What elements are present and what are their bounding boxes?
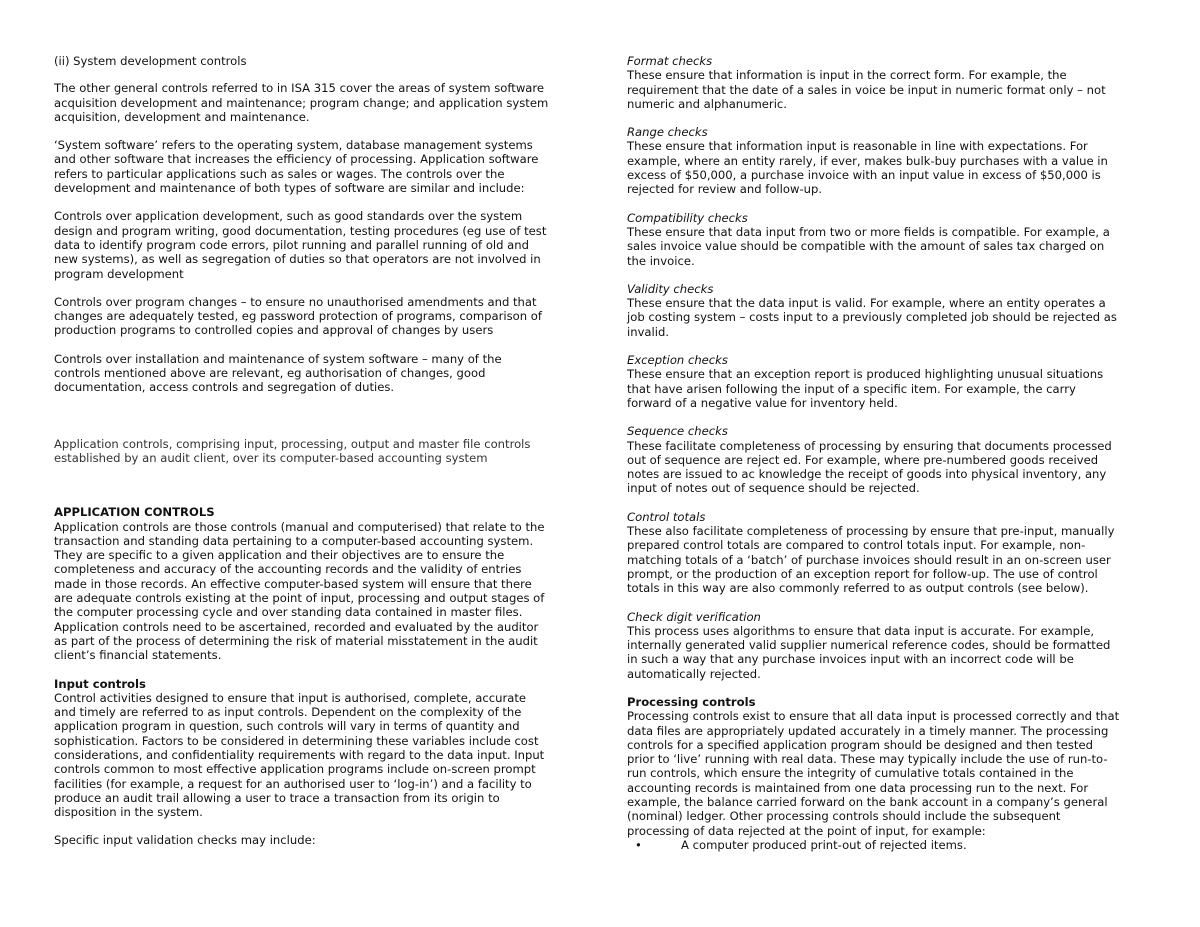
left-column <box>54 54 574 848</box>
range-checks-title: Range checks <box>627 125 708 140</box>
control-totals-title: Control totals <box>627 509 706 524</box>
processing-controls-body: Processing controls exist to ensure that all data input is processed correctly and that data files are appropriately updated accurately in a timely manner. The processing controls for a specified application program should be designed and then tested prior to ‘live’ running with real data. These may typically include the use of run-to- run controls, which ensure the integrity of cumulative totals contained in the accounting records is maintained from one data processing run to the next. For example, the balance carried forward on the bank account in a company’s general (nominal) ledger. Other processing controls should include the subsequent processing of data rejected at the point of input, for example: <box>627 709 1120 838</box>
processing-controls-heading: Processing controls <box>627 694 756 709</box>
exception-checks-title: Exception checks <box>627 353 728 368</box>
paragraph-system-software: ‘System software’ refers to the operating system, database management systems and other software that increases the efficiency of processing. Application software refers to particular applications such as sales or wages. The controls over the development and maintenance of both types of software are similar and include: <box>54 138 539 196</box>
paragraph-application-controls-intro: Application controls, comprising input, processing, output and master file controls established by an audit client, over its computer-based accounting system <box>54 436 531 465</box>
check-digit-title: Check digit verification <box>627 609 761 624</box>
sequence-checks-body: These facilitate completeness of processing by ensuring that documents processed out of sequence are reject ed. For example, where pre-numbered goods received notes are issued to ac knowledge the receipt of goods into physical inventory, any input of notes out of sequence should be rejected. <box>627 438 1112 496</box>
paragraph-isa-315: The other general controls referred to in ISA 315 cover the areas of system software acquisition development and maintenance; program change; and application system acquisition, development and maintenance. <box>54 81 549 124</box>
format-checks-body: These ensure that information is input in the correct form. For example, the requirement that the date of a sales in voice be input in numeric format only – not numeric and alphanumeric. <box>627 68 1106 111</box>
right-column <box>627 54 1149 852</box>
sequence-checks-title: Sequence checks <box>627 424 728 439</box>
validity-checks-title: Validity checks <box>627 281 714 296</box>
bullet-list-item <box>627 838 1149 852</box>
application-controls-body: Application controls are those controls (manual and computerised) that relate to the transaction and standing data pertaining to a computer-based accounting system. They are specific to a given application and their objectives are to ensure the completeness and accuracy of the accounting records and the validity of entries made in those records. An effective computer-based system will ensure that there are adequate controls existing at the point of input, processing and output stages of the computer processing cycle and over standing data contained in master files. Application controls need to be ascertained, recorded and evaluated by the auditor as part of the process of determining the risk of material misstatement in the audit client’s financial statements. <box>54 519 545 663</box>
paragraph-installation-maintenance: Controls over installation and maintenance of system software – many of the controls mentioned above are relevant, eg authorisation of changes, good documentation, access controls and segregation of duties. <box>54 351 502 395</box>
input-controls-heading: Input controls <box>54 676 146 691</box>
control-totals-body: These also facilitate completeness of processing by ensure that pre-input, manually prepared control totals are compared to control totals input. For example, non- matching totals of a ‘batch’ of purchase invoices should result in an on-screen user prompt, or the production of an exception report for follow-up. The use of control totals in this way are also commonly referred to as output controls (see below). <box>627 524 1115 596</box>
paragraph-application-development: Controls over application development, such as good standards over the system design and program writing, good documentation, testing procedures (eg use of test data to identify program code errors, pilot running and parallel running of old and new systems), as well as segregation of duties so that operators are not involved in program development <box>54 209 547 281</box>
compatibility-checks-title: Compatibility checks <box>627 210 748 225</box>
format-checks-title: Format checks <box>627 54 713 68</box>
check-digit-body: This process uses algorithms to ensure that data input is accurate. For example, internally generated valid supplier numerical reference codes, should be formatted in such a way that any purchase invoices input with an incorrect code will be automatically rejected. <box>627 623 1111 681</box>
range-checks-body: These ensure that information input is reasonable in line with expectations. For example, where an entity rarely, if ever, makes bulk-buy purchases with a value in excess of $50,000, a purchase invoice with an input value in excess of $50,000 is rejected for review and follow-up. <box>627 139 1108 197</box>
specific-checks-intro: Specific input validation checks may include: <box>54 833 316 848</box>
input-controls-body: Control activities designed to ensure that input is authorised, complete, accurate and timely are referred to as input controls. Dependent on the complexity of the application program in question, such controls will vary in terms of quantity and sophistication. Factors to be considered in determining these variables include cost considerations, and confidentiality requirements with regard to the data input. Input controls common to most effective application programs include on-screen prompt facilities (for example, a request for an authorised user to ‘log-in’) and a facility to produce an audit trail allowing a user to trace a transaction from its origin to disposition in the system. <box>54 690 545 820</box>
section-title: (ii) System development controls <box>54 54 247 68</box>
bullet-item-text: A computer produced print-out of rejected items. <box>681 837 967 852</box>
paragraph-program-changes: Controls over program changes – to ensure no unauthorised amendments and that changes are adequately tested, eg password protection of programs, comparison of production programs to controlled copies and approval of changes by users <box>54 294 542 338</box>
validity-checks-body: These ensure that the data input is valid. For example, where an entity operates a job costing system – costs input to a previously completed job should be rejected as invalid. <box>627 296 1117 339</box>
bullet-icon: • <box>635 837 642 852</box>
application-controls-heading: APPLICATION CONTROLS <box>54 505 215 520</box>
exception-checks-body: These ensure that an exception report is produced highlighting unusual situations that have arisen following the input of a specific item. For example, the carry forward of a negative value for inventory held. <box>627 367 1104 410</box>
compatibility-checks-body: These ensure that data input from two or more fields is compatible. For example, a sales invoice value should be compatible with the amount of sales tax charged on the invoice. <box>627 224 1110 268</box>
